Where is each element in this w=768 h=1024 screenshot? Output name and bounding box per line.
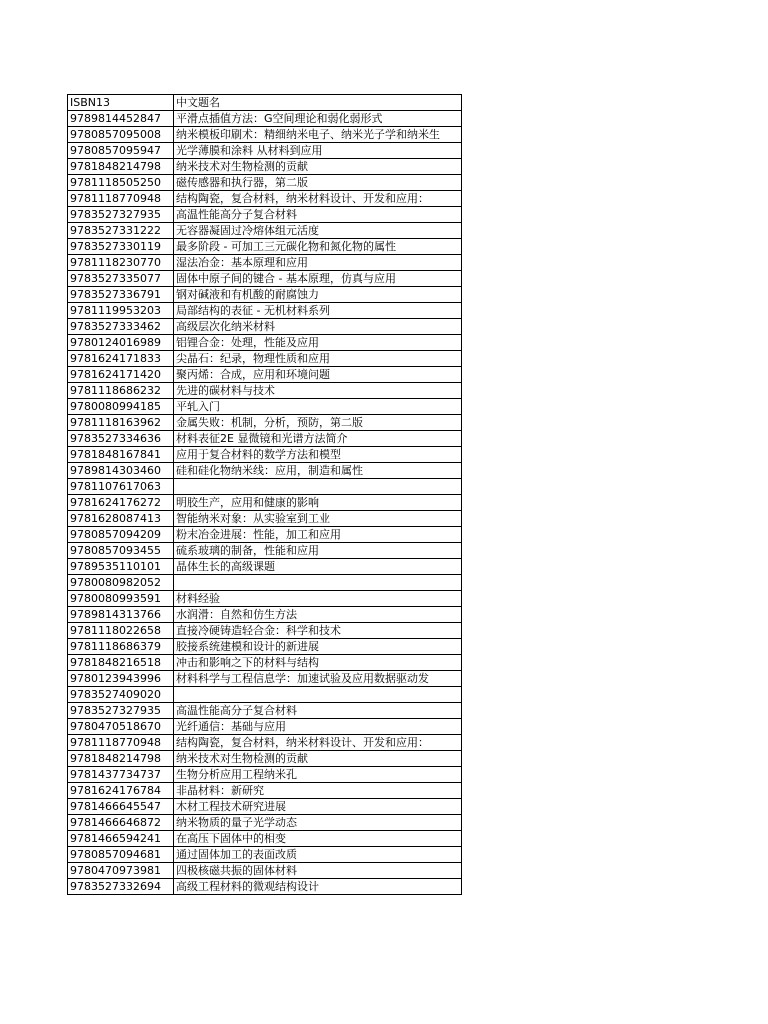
- table-row: [68, 559, 462, 575]
- title-cell[interactable]: 钢对碱液和有机酸的耐腐蚀力: [174, 287, 462, 303]
- table-row: [68, 399, 462, 415]
- title-cell[interactable]: 胶接系统建模和设计的新进展: [174, 639, 462, 655]
- isbn-cell[interactable]: 9781848216518: [68, 655, 174, 671]
- table-row: [68, 671, 462, 687]
- title-cell[interactable]: 光纤通信：基础与应用: [174, 719, 462, 735]
- isbn-cell[interactable]: 9789814452847: [68, 111, 174, 127]
- title-cell[interactable]: 在高压下固体中的相变: [174, 831, 462, 847]
- isbn-cell[interactable]: 9783527409020: [68, 687, 174, 703]
- table-row: [68, 495, 462, 511]
- table-row: [68, 719, 462, 735]
- isbn-cell[interactable]: 9781118686232: [68, 383, 174, 399]
- title-cell[interactable]: 固体中原子间的键合 - 基本原理，仿真与应用: [174, 271, 462, 287]
- title-cell[interactable]: 材料科学与工程信息学：加速试验及应用数据驱动发: [174, 671, 462, 687]
- isbn-cell[interactable]: 9780857095947: [68, 143, 174, 159]
- title-cell[interactable]: 明胶生产，应用和健康的影响: [174, 495, 462, 511]
- table-row: [68, 447, 462, 463]
- title-cell[interactable]: 结构陶瓷，复合材料，纳米材料设计、开发和应用：: [174, 191, 462, 207]
- table-row: [68, 479, 462, 495]
- header-title-cell[interactable]: 中文题名: [174, 95, 462, 111]
- table-row: [68, 511, 462, 527]
- title-cell[interactable]: 铝锂合金：处理，性能及应用: [174, 335, 462, 351]
- isbn-cell[interactable]: 9783527335077: [68, 271, 174, 287]
- title-cell[interactable]: 应用于复合材料的数学方法和模型: [174, 447, 462, 463]
- table-row: [68, 143, 462, 159]
- title-cell[interactable]: 生物分析应用工程纳米孔: [174, 767, 462, 783]
- table-row: [68, 607, 462, 623]
- table-row: [68, 367, 462, 383]
- table-row: [68, 879, 462, 895]
- table-row: [68, 127, 462, 143]
- table-row: [68, 255, 462, 271]
- title-cell[interactable]: 无容器凝固过冷熔体组元活度: [174, 223, 462, 239]
- table-row: [68, 303, 462, 319]
- isbn-cell[interactable]: 9781848214798: [68, 751, 174, 767]
- title-cell[interactable]: 尖晶石：纪录，物理性质和应用: [174, 351, 462, 367]
- title-cell[interactable]: 高温性能高分子复合材料: [174, 703, 462, 719]
- isbn-cell[interactable]: 9780123943996: [68, 671, 174, 687]
- title-cell[interactable]: 四极核磁共振的固体材料: [174, 863, 462, 879]
- title-cell[interactable]: 非晶材料：新研究: [174, 783, 462, 799]
- isbn-cell[interactable]: 9781466645547: [68, 799, 174, 815]
- title-cell[interactable]: 智能纳米对象：从实验室到工业: [174, 511, 462, 527]
- table-row: [68, 735, 462, 751]
- title-cell[interactable]: [174, 479, 462, 495]
- table-row: [68, 431, 462, 447]
- table-row: [68, 831, 462, 847]
- header-row: [68, 95, 462, 111]
- isbn-cell[interactable]: 9781437734737: [68, 767, 174, 783]
- isbn-cell[interactable]: 9780857093455: [68, 543, 174, 559]
- title-cell[interactable]: 粉末冶金进展：性能，加工和应用: [174, 527, 462, 543]
- table-row: [68, 703, 462, 719]
- isbn-cell[interactable]: 9780470973981: [68, 863, 174, 879]
- isbn-cell[interactable]: 9781628087413: [68, 511, 174, 527]
- table-row: [68, 655, 462, 671]
- isbn-cell[interactable]: 9781118230770: [68, 255, 174, 271]
- table-row: [68, 623, 462, 639]
- table-row: [68, 335, 462, 351]
- isbn-cell[interactable]: 9783527334636: [68, 431, 174, 447]
- isbn-cell[interactable]: 9780857095008: [68, 127, 174, 143]
- isbn-cell[interactable]: 9781624176272: [68, 495, 174, 511]
- title-cell[interactable]: 湿法冶金：基本原理和应用: [174, 255, 462, 271]
- title-cell[interactable]: 磁传感器和执行器，第二版: [174, 175, 462, 191]
- table-row: [68, 271, 462, 287]
- isbn-cell[interactable]: 9780124016989: [68, 335, 174, 351]
- isbn-cell[interactable]: 9781118022658: [68, 623, 174, 639]
- title-cell[interactable]: 平滑点插值方法：G空间理论和弱化弱形式: [174, 111, 462, 127]
- isbn-cell[interactable]: 9783527336791: [68, 287, 174, 303]
- isbn-cell[interactable]: 9781119953203: [68, 303, 174, 319]
- table-row: [68, 175, 462, 191]
- table-row: [68, 543, 462, 559]
- isbn-cell[interactable]: 9789814313766: [68, 607, 174, 623]
- table-row: [68, 687, 462, 703]
- isbn-cell[interactable]: 9781118686379: [68, 639, 174, 655]
- isbn-cell[interactable]: 9781118505250: [68, 175, 174, 191]
- table-row: [68, 767, 462, 783]
- isbn-cell[interactable]: 9781466594241: [68, 831, 174, 847]
- table-row: [68, 463, 462, 479]
- title-cell[interactable]: 纳米技术对生物检测的贡献: [174, 159, 462, 175]
- isbn-cell[interactable]: 9783527327935: [68, 703, 174, 719]
- isbn-cell[interactable]: 9780080994185: [68, 399, 174, 415]
- table-row: [68, 351, 462, 367]
- isbn-cell[interactable]: 9783527331222: [68, 223, 174, 239]
- table-row: [68, 159, 462, 175]
- isbn-cell[interactable]: 9780080993591: [68, 591, 174, 607]
- isbn-cell[interactable]: 9781848214798: [68, 159, 174, 175]
- title-cell[interactable]: 硫系玻璃的制备，性能和应用: [174, 543, 462, 559]
- isbn-cell[interactable]: 9789535110101: [68, 559, 174, 575]
- isbn-cell[interactable]: 9781848167841: [68, 447, 174, 463]
- table-row: [68, 383, 462, 399]
- table-row: [68, 751, 462, 767]
- table-row: [68, 575, 462, 591]
- isbn-cell[interactable]: 9780470518670: [68, 719, 174, 735]
- isbn-cell[interactable]: 9780857094209: [68, 527, 174, 543]
- title-cell[interactable]: 先进的碳材料与技术: [174, 383, 462, 399]
- title-cell[interactable]: 直接冷硬铸造轻合金：科学和技术: [174, 623, 462, 639]
- title-cell[interactable]: [174, 575, 462, 591]
- title-cell[interactable]: 木材工程技术研究进展: [174, 799, 462, 815]
- title-cell[interactable]: 结构陶瓷，复合材料，纳米材料设计、开发和应用：: [174, 735, 462, 751]
- title-cell[interactable]: 纳米模板印刷术：精细纳米电子、纳米光子学和纳米生: [174, 127, 462, 143]
- table-row: [68, 847, 462, 863]
- isbn-cell[interactable]: 9781118770948: [68, 735, 174, 751]
- isbn-cell[interactable]: 9783527330119: [68, 239, 174, 255]
- table-row: [68, 191, 462, 207]
- title-cell[interactable]: 通过固体加工的表面改质: [174, 847, 462, 863]
- isbn-cell[interactable]: 9781107617063: [68, 479, 174, 495]
- table-row: [68, 287, 462, 303]
- title-cell[interactable]: 平轧入门: [174, 399, 462, 415]
- title-cell[interactable]: 局部结构的表征 - 无机材料系列: [174, 303, 462, 319]
- table-row: [68, 783, 462, 799]
- table-row: [68, 239, 462, 255]
- isbn-cell[interactable]: 9783527333462: [68, 319, 174, 335]
- title-cell[interactable]: 硅和硅化物纳米线：应用，制造和属性: [174, 463, 462, 479]
- book-table: [67, 94, 462, 895]
- isbn-cell[interactable]: 9781466646872: [68, 815, 174, 831]
- table-row: [68, 207, 462, 223]
- isbn-cell[interactable]: 9781624171833: [68, 351, 174, 367]
- header-isbn-cell[interactable]: ISBN13: [68, 95, 174, 111]
- isbn-cell[interactable]: 9789814303460: [68, 463, 174, 479]
- title-cell[interactable]: 纳米技术对生物检测的贡献: [174, 751, 462, 767]
- table-row: [68, 639, 462, 655]
- title-cell[interactable]: 纳米物质的量子光学动态: [174, 815, 462, 831]
- table-row: [68, 799, 462, 815]
- isbn-cell[interactable]: 9781118163962: [68, 415, 174, 431]
- isbn-cell[interactable]: 9783527332694: [68, 879, 174, 895]
- table-row: [68, 591, 462, 607]
- title-cell[interactable]: 金属失败：机制，分析，预防，第二版: [174, 415, 462, 431]
- table-row: [68, 415, 462, 431]
- table-row: [68, 815, 462, 831]
- table-row: [68, 111, 462, 127]
- title-cell[interactable]: 高级层次化纳米材料: [174, 319, 462, 335]
- title-cell[interactable]: 材料表征2E 显微镜和光谱方法简介: [174, 431, 462, 447]
- table-row: [68, 319, 462, 335]
- table-row: [68, 223, 462, 239]
- isbn-cell[interactable]: 9783527327935: [68, 207, 174, 223]
- spreadsheet: [67, 94, 461, 895]
- title-cell[interactable]: 光学薄膜和涂料 从材料到应用: [174, 143, 462, 159]
- title-cell[interactable]: 材料经验: [174, 591, 462, 607]
- title-cell[interactable]: 高温性能高分子复合材料: [174, 207, 462, 223]
- title-cell[interactable]: 聚丙烯：合成，应用和环境问题: [174, 367, 462, 383]
- title-cell[interactable]: [174, 687, 462, 703]
- title-cell[interactable]: 最多阶段 - 可加工三元碳化物和氮化物的属性: [174, 239, 462, 255]
- table-row: [68, 863, 462, 879]
- table-row: [68, 527, 462, 543]
- title-cell[interactable]: 高级工程材料的微观结构设计: [174, 879, 462, 895]
- isbn-cell[interactable]: 9780857094681: [68, 847, 174, 863]
- isbn-cell[interactable]: 9780080982052: [68, 575, 174, 591]
- title-cell[interactable]: 冲击和影响之下的材料与结构: [174, 655, 462, 671]
- title-cell[interactable]: 水润滑：自然和仿生方法: [174, 607, 462, 623]
- isbn-cell[interactable]: 9781624176784: [68, 783, 174, 799]
- title-cell[interactable]: 晶体生长的高级课题: [174, 559, 462, 575]
- isbn-cell[interactable]: 9781624171420: [68, 367, 174, 383]
- isbn-cell[interactable]: 9781118770948: [68, 191, 174, 207]
